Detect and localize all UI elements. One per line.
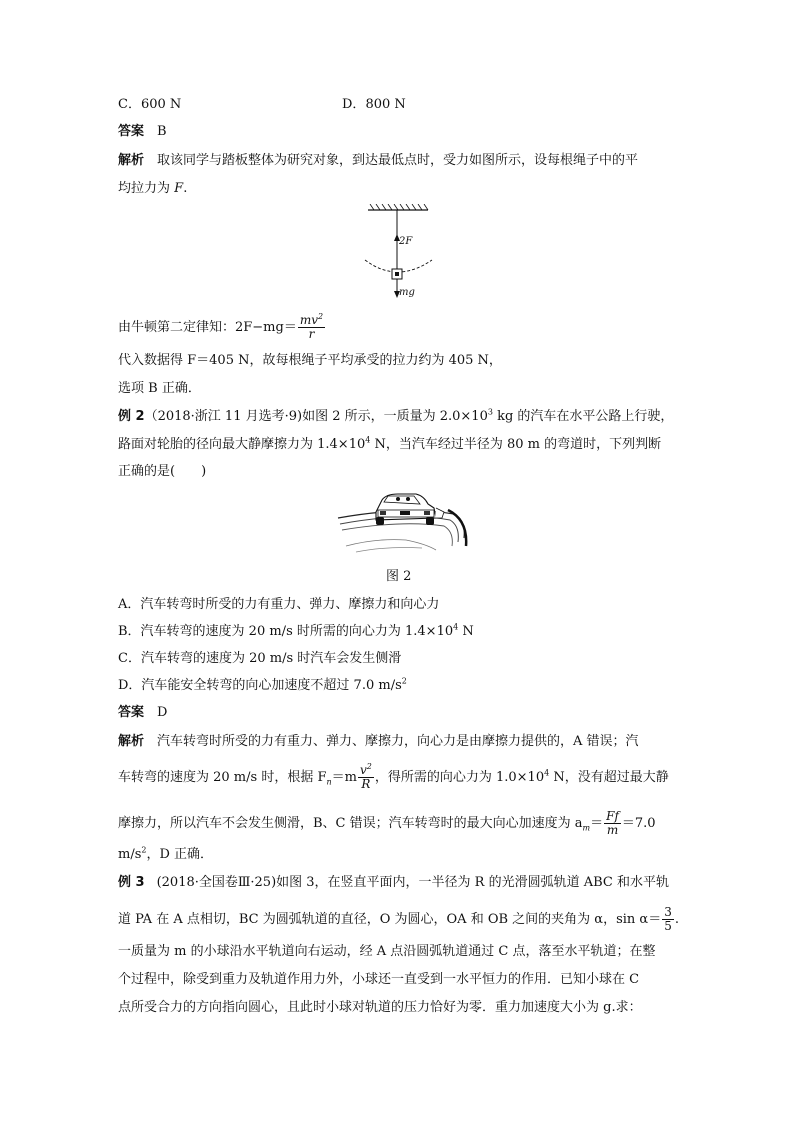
example-2-text: （2018·浙江 11 月选考·9)如图 2 所示，一质量为 2.0×10 <box>144 409 488 424</box>
acceleration-fraction <box>604 810 621 837</box>
newton-equation <box>118 314 326 341</box>
newton-fraction <box>298 314 325 341</box>
substitute-text: 代入数据得 F＝405 N，故每根绳子平均承受的拉力约为 405 N， <box>118 353 502 368</box>
option-d-2 <box>118 677 407 695</box>
ceiling-hatch <box>370 204 428 210</box>
example-3-line-1 <box>118 874 669 892</box>
analysis-text: m/s <box>118 847 142 862</box>
example-2-line-3 <box>118 463 206 481</box>
answer-label: 答案 <box>118 124 145 139</box>
example-3-line-2 <box>118 906 679 933</box>
option-b-text: N <box>458 624 474 639</box>
analysis-text: N，没有超过最大静 <box>549 770 669 785</box>
fraction-den: R <box>361 777 371 791</box>
option-c-unit: N <box>169 97 182 112</box>
analysis-text: 取该同学与踏板整体为研究对象，到达最低点时，受力如图所示，设每根绳子中的平 <box>157 153 639 168</box>
force-variable: F <box>174 181 184 196</box>
option-d-unit: N <box>394 97 406 112</box>
answer-value: D <box>157 705 168 720</box>
option-d-text: D．汽车能安全转弯的向心加速度不超过 7.0 m/s <box>118 678 402 693</box>
analysis-label: 解析 <box>118 153 145 168</box>
example-2-text: N，当汽车经过半径为 80 m 的弯道时，下列判断 <box>370 437 662 452</box>
answer-2 <box>118 704 167 722</box>
analysis-2-line-2 <box>118 764 669 791</box>
figure-caption: 图 2 <box>386 569 412 584</box>
option-c <box>118 96 181 114</box>
subscript: n <box>326 777 332 787</box>
analysis-text: 均拉力为 <box>118 181 171 196</box>
example-3-line-5 <box>118 999 642 1017</box>
example-2-text: kg 的汽车在水平公路上行驶， <box>492 409 674 424</box>
example-3-line-3 <box>118 943 655 961</box>
analysis-text: ，D 正确． <box>146 847 214 862</box>
analysis-text: ＝ <box>590 816 604 831</box>
example-3-line-4 <box>118 971 639 989</box>
example-2-line-2 <box>118 436 661 454</box>
fraction-num: 3 <box>664 905 672 919</box>
exponent: 2 <box>141 845 147 855</box>
option-c-value: 600 <box>140 97 166 112</box>
car-figure <box>336 486 468 554</box>
answer-label: 答案 <box>118 705 145 720</box>
figure-2-caption <box>386 568 411 586</box>
analysis-label: 解析 <box>118 734 145 749</box>
option-b <box>118 623 474 641</box>
analysis-2-line-1 <box>118 733 639 751</box>
analysis-2-line-4 <box>118 846 213 864</box>
fraction-num: Ff <box>606 809 619 823</box>
example-3-text: 点所受合力的方向指向圆心，且此时小球对轨道的压力恰好为零．重力加速度大小为 g.求： <box>118 1000 642 1015</box>
fraction-den: m <box>606 823 619 837</box>
analysis-text: ＝m <box>331 770 357 785</box>
option-b-text: B．汽车转弯的速度为 20 m/s 时所需的向心力为 1.4×10 <box>118 624 454 639</box>
exponent: 4 <box>453 622 459 632</box>
analysis-1-line-1 <box>118 152 638 170</box>
tension-label: 2F <box>399 236 413 247</box>
exponent: 4 <box>544 768 550 778</box>
analysis-text: ，得所需的向心力为 1.0×10 <box>374 770 545 785</box>
weight-label: mg <box>399 287 415 298</box>
option-a-text: A．汽车转弯时所受的力有重力、弹力、摩擦力和向心力 <box>118 597 440 612</box>
analysis-text: 车转弯的速度为 20 m/s 时，根据 F <box>118 770 327 785</box>
newton-num-exp: 2 <box>318 312 324 321</box>
option-d-value: 800 <box>365 97 391 112</box>
answer-1 <box>118 123 167 141</box>
subscript: m <box>582 823 591 833</box>
analysis-text: 摩擦力，所以汽车不会发生侧滑，B、C 错误；汽车转弯时的最大向心加速度为 a <box>118 816 583 831</box>
example-3-text: 个过程中，除受到重力及轨道作用力外，小球还一直受到一水平恒力的作用．已知小球在 C <box>118 972 640 987</box>
example-3-head: 例 3 <box>118 875 145 890</box>
option-a <box>118 596 439 614</box>
exponent: 2 <box>401 676 407 686</box>
analysis-2-line-3 <box>118 810 656 837</box>
example-3-text: 一质量为 m 的小球沿水平轨道向右运动，经 A 点沿圆弧轨道通过 C 点，落至水平轨道；在整 <box>118 944 656 959</box>
exponent: 4 <box>365 435 371 445</box>
newton-text: 由牛顿第二定律知：2F−mg＝ <box>118 320 297 335</box>
example-3-text: 道 PA 在 A 点相切，BC 为圆弧轨道的直径，O 为圆心，OA 和 OB 之间的夹角为 α，sin α＝ <box>118 912 662 927</box>
example-3-text: . <box>674 912 679 927</box>
analysis-1-line-2: 均拉力为 F. <box>118 181 188 196</box>
car-icon <box>376 494 444 525</box>
newton-num: mv <box>299 313 319 327</box>
option-d-label: D． <box>342 97 366 112</box>
conclusion-line <box>118 380 201 398</box>
fraction-den: 5 <box>664 919 672 933</box>
example-2-head: 例 2 <box>118 409 145 424</box>
option-c-label: C． <box>118 97 141 112</box>
option-c-2 <box>118 650 401 668</box>
exponent: 3 <box>487 407 493 417</box>
substitute-line <box>118 352 502 370</box>
sine-fraction <box>662 906 674 933</box>
conclusion-text: 选项 B 正确． <box>118 381 201 396</box>
option-d <box>342 96 406 114</box>
exponent: 2 <box>366 762 372 771</box>
analysis-text: 汽车转弯时所受的力有重力、弹力、摩擦力，向心力是由摩擦力提供的，A 错误；汽 <box>157 734 639 749</box>
analysis-text: ＝7.0 <box>621 816 656 831</box>
newton-den: r <box>308 327 315 341</box>
force-diagram <box>360 204 440 300</box>
example-3-text: (2018·全国卷Ⅲ·25)如图 3，在竖直平面内，一半径为 R 的光滑圆弧轨道 ABC 和水平轨 <box>156 875 669 890</box>
answer-value: B <box>157 124 167 139</box>
example-2-text: 路面对轮胎的径向最大静摩擦力为 1.4×10 <box>118 437 366 452</box>
example-2-text: 正确的是( ) <box>118 464 207 479</box>
example-2-line-1 <box>118 408 673 426</box>
fraction-num: v <box>359 763 367 777</box>
option-c-text: C．汽车转弯的速度为 20 m/s 时汽车会发生侧滑 <box>118 651 402 666</box>
centripetal-fraction <box>358 764 374 791</box>
